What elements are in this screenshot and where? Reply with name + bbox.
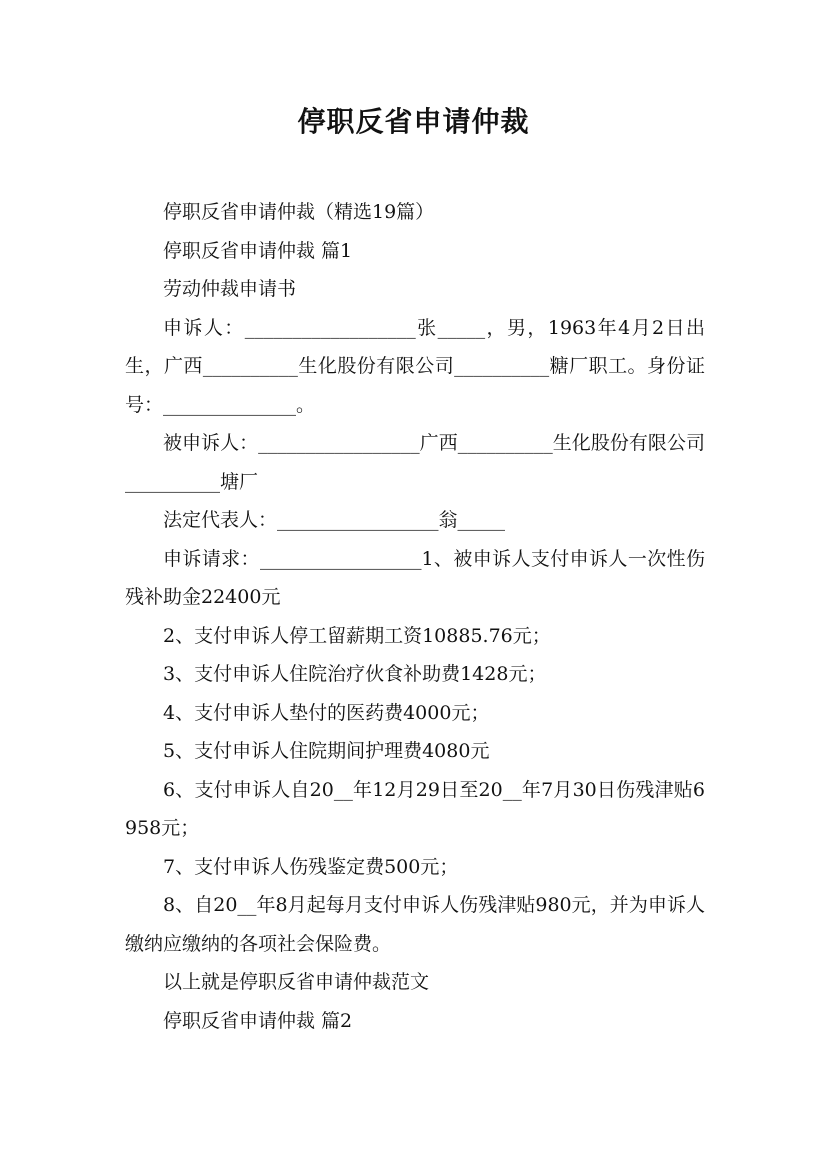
paragraph-form-title: 劳动仲裁申请书 (163, 278, 297, 300)
paragraph-section-2-heading: 停职反省申请仲裁 篇2 (163, 1009, 353, 1032)
paragraph-claim-7: 7、支付申诉人伤残鉴定费500元； (163, 855, 459, 878)
paragraph-claim-4: 4、支付申诉人垫付的医药费4000元； (163, 701, 490, 724)
paragraph-respondent: 被申诉人：_________________广西__________生化股份有限公司__________塘厂 (125, 432, 705, 493)
paragraph-claim-1: 申诉请求：_________________1、被申诉人支付申诉人一次性伤残补助金22400元 (125, 547, 705, 608)
paragraph-legal-representative: 法定代表人：_________________翁_____ (163, 509, 506, 531)
document-body (125, 193, 705, 1040)
paragraph-claim-5: 5、支付申诉人住院期间护理费4080元 (163, 740, 490, 762)
paragraph-claim-3: 3、支付申诉人住院治疗伙食补助费1428元； (163, 663, 547, 685)
paragraph-claim-6: 6、支付申诉人自20__年12月29日至20__年7月30日伤残津贴6958元； (125, 778, 705, 839)
paragraph-subtitle: 停职反省申请仲裁（精选19篇） (163, 201, 435, 223)
paragraph-closing: 以上就是停职反省申请仲裁范文 (163, 971, 430, 993)
paragraph-claim-8: 8、自20__年8月起每月支付申诉人伤残津贴980元，并为申诉人缴纳应缴纳的各项社会保险费。 (125, 894, 705, 955)
paragraph-claim-2: 2、支付申诉人停工留薪期工资10885.76元； (163, 624, 551, 647)
document-title: 停职反省申请仲裁 (297, 105, 530, 138)
paragraph-section-1-heading: 停职反省申请仲裁 篇1 (163, 239, 353, 262)
paragraph-complainant: 申诉人：__________________张_____，男，1963年4月2日出生，广西__________生化股份有限公司__________糖厂职工。身份证号：______________。 (125, 316, 705, 416)
